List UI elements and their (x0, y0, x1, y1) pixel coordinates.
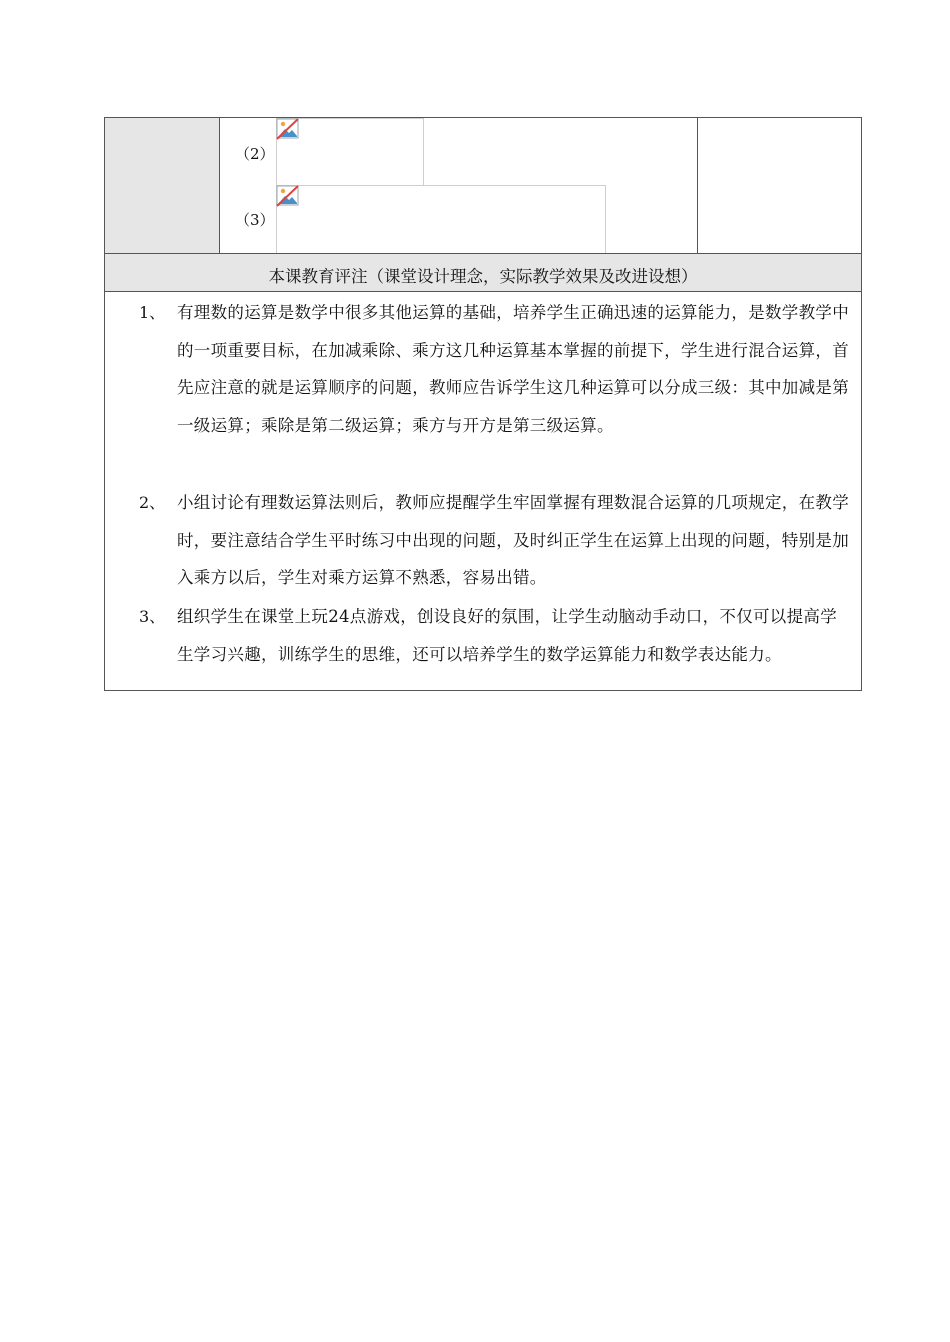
note-number: 3、 (139, 607, 166, 626)
note-number: 1、 (139, 303, 166, 322)
broken-image-3 (276, 185, 606, 254)
exercise-cell (220, 118, 696, 254)
row-label-cell (105, 118, 220, 254)
section-heading-row (105, 254, 861, 292)
broken-image-icon (276, 118, 300, 140)
exercise-row (105, 118, 861, 254)
note-text: 小组讨论有理数运算法则后，教师应提醒学生牢固掌握有理数混合运算的几项规定，在教学时，要注意结合学生平时练习中出现的问题，及时纠正学生在运算上出现的问题，特别是加入乘方以后，学生对乘方运算不熟悉，容易出错。 (177, 493, 849, 587)
lesson-table (104, 117, 862, 691)
broken-image-icon (276, 185, 300, 207)
remarks-cell (697, 118, 862, 254)
image-label-2: （2） (235, 145, 275, 163)
note-text: 组织学生在课堂上玩24点游戏，创设良好的氛围，让学生动脑动手动口，不仅可以提高学生学习兴趣，训练学生的思维，还可以培养学生的数学运算能力和数学表达能力。 (177, 607, 837, 664)
note-text: 有理数的运算是数学中很多其他运算的基础，培养学生正确迅速的运算能力，是数学教学中的一项重要目标，在加减乘除、乘方这几种运算基本掌握的前提下，学生进行混合运算，首先应注意的就是运算顺序的问题，教师应告诉学生这几种运算可以分成三级：其中加减是第一级运算；乘除是第二级运算；乘方与开方是第三级运算。 (177, 303, 849, 435)
note-number: 2、 (139, 493, 166, 512)
image-label-3: （3） (235, 211, 275, 229)
broken-image-2 (276, 118, 424, 186)
section-heading: 本课教育评注（课堂设计理念，实际教学效果及改进设想） (268, 267, 698, 286)
